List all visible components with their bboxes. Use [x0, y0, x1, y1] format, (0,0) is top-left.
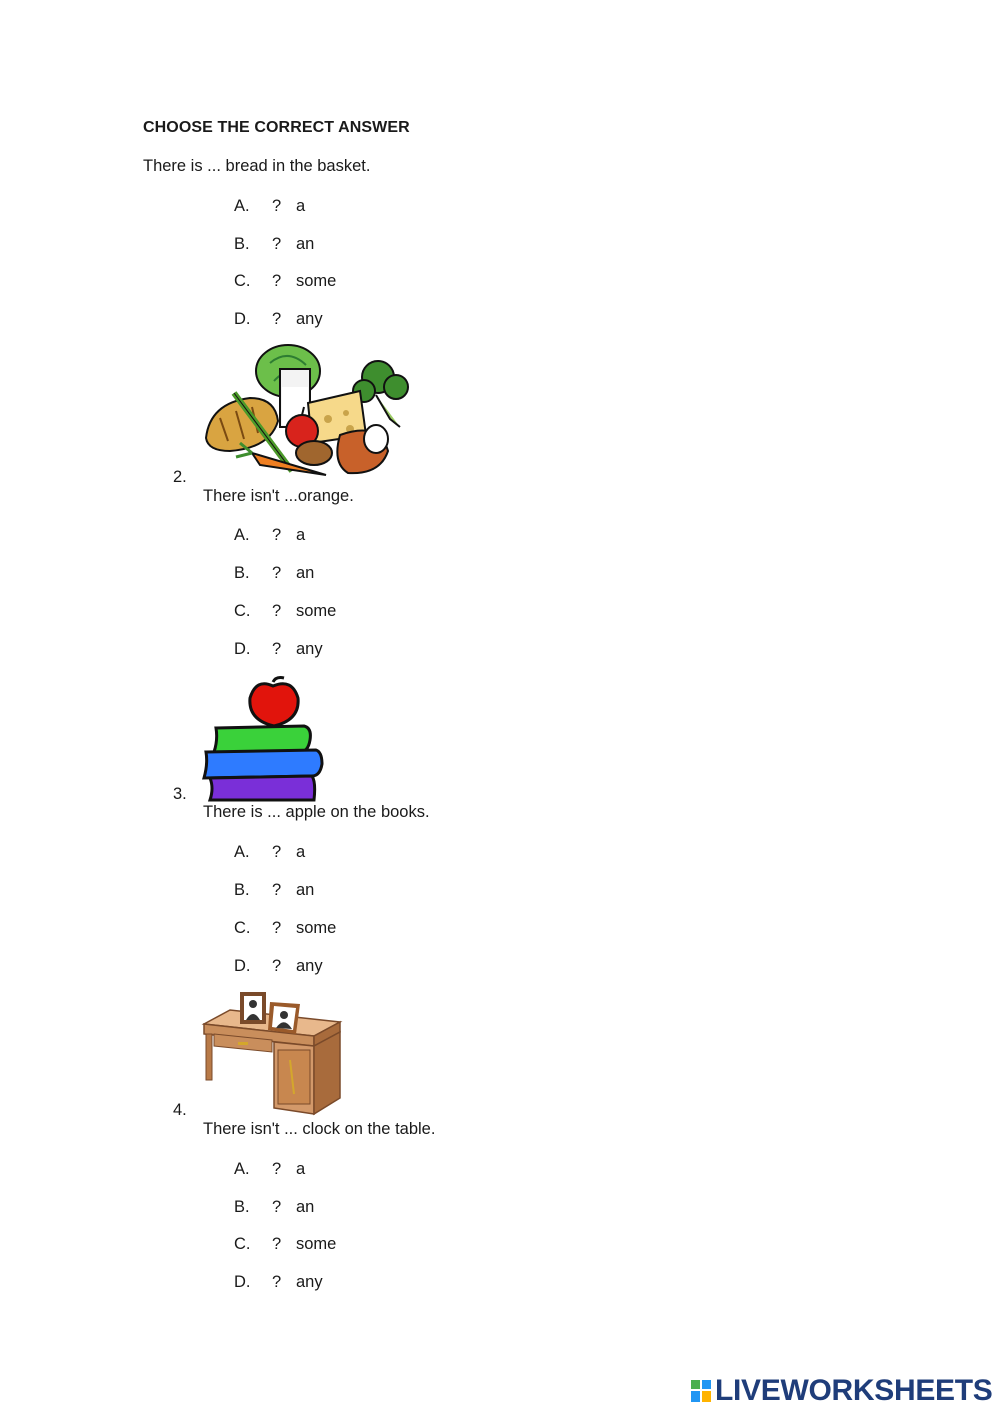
- option-d[interactable]: [234, 308, 374, 330]
- answer-checkbox[interactable]: ?: [272, 1198, 282, 1216]
- option-letter: A.: [234, 1160, 250, 1178]
- option-c[interactable]: [234, 917, 374, 939]
- option-word: any: [296, 1273, 323, 1291]
- answer-checkbox[interactable]: ?: [272, 1235, 282, 1253]
- option-d[interactable]: [234, 638, 374, 660]
- option-word: any: [296, 957, 323, 975]
- option-word: a: [296, 843, 306, 861]
- option-letter: A.: [234, 526, 250, 544]
- question-2-text: There isn't ...orange.: [203, 487, 354, 505]
- logo-text: LIVEWORKSHEETS: [715, 1374, 993, 1407]
- option-letter: B.: [234, 881, 250, 899]
- option-letter: C.: [234, 602, 251, 620]
- option-letter: A.: [234, 843, 250, 861]
- question-number: 3.: [173, 785, 187, 803]
- answer-checkbox[interactable]: ?: [272, 1160, 282, 1178]
- option-letter: D.: [234, 640, 251, 658]
- option-letter: D.: [234, 310, 251, 328]
- option-word: a: [296, 526, 306, 544]
- option-d[interactable]: [234, 955, 374, 977]
- answer-checkbox[interactable]: ?: [272, 881, 282, 899]
- answer-checkbox[interactable]: ?: [272, 310, 282, 328]
- question-3-text: There is ... apple on the books.: [203, 803, 430, 821]
- option-b[interactable]: [234, 233, 374, 255]
- option-letter: D.: [234, 1273, 251, 1291]
- option-b[interactable]: [234, 562, 374, 584]
- option-c[interactable]: [234, 1233, 374, 1255]
- question-number: 2.: [173, 468, 187, 486]
- option-letter: B.: [234, 564, 250, 582]
- answer-checkbox[interactable]: ?: [272, 602, 282, 620]
- question-number: 4.: [173, 1101, 187, 1119]
- answer-checkbox[interactable]: ?: [272, 1273, 282, 1291]
- worksheet-title: CHOOSE THE CORRECT ANSWER: [143, 119, 410, 136]
- option-letter: D.: [234, 957, 251, 975]
- option-a[interactable]: [234, 1158, 374, 1180]
- answer-checkbox[interactable]: ?: [272, 526, 282, 544]
- answer-checkbox[interactable]: ?: [272, 235, 282, 253]
- option-word: any: [296, 310, 323, 328]
- option-letter: C.: [234, 919, 251, 937]
- question-1-text: There is ... bread in the basket.: [143, 157, 371, 175]
- answer-checkbox[interactable]: ?: [272, 272, 282, 290]
- option-word: a: [296, 197, 306, 215]
- liveworksheets-logo[interactable]: [690, 1374, 993, 1408]
- apple-on-books-illustration: [200, 672, 326, 804]
- option-a[interactable]: [234, 524, 374, 546]
- option-c[interactable]: [234, 600, 374, 622]
- answer-checkbox[interactable]: ?: [272, 919, 282, 937]
- option-word: some: [296, 272, 337, 290]
- option-c[interactable]: [234, 270, 374, 292]
- option-word: some: [296, 602, 337, 620]
- option-letter: C.: [234, 1235, 251, 1253]
- option-d[interactable]: [234, 1271, 374, 1293]
- option-word: some: [296, 919, 337, 937]
- option-a[interactable]: [234, 841, 374, 863]
- option-b[interactable]: [234, 1196, 374, 1218]
- option-letter: B.: [234, 235, 250, 253]
- answer-checkbox[interactable]: ?: [272, 197, 282, 215]
- option-word: an: [296, 881, 315, 899]
- answer-checkbox[interactable]: ?: [272, 957, 282, 975]
- liveworksheets-logo-icon: [690, 1378, 712, 1404]
- option-letter: B.: [234, 1198, 250, 1216]
- desk-with-photos-illustration: [200, 990, 344, 1118]
- option-b[interactable]: [234, 879, 374, 901]
- option-word: an: [296, 235, 315, 253]
- question-4-text: There isn't ... clock on the table.: [203, 1120, 436, 1138]
- option-word: any: [296, 640, 323, 658]
- answer-checkbox[interactable]: ?: [272, 564, 282, 582]
- option-word: an: [296, 564, 315, 582]
- option-word: some: [296, 1235, 337, 1253]
- answer-checkbox[interactable]: ?: [272, 640, 282, 658]
- option-letter: C.: [234, 272, 251, 290]
- option-letter: A.: [234, 197, 250, 215]
- option-a[interactable]: [234, 195, 374, 217]
- option-word: a: [296, 1160, 306, 1178]
- answer-checkbox[interactable]: ?: [272, 843, 282, 861]
- option-word: an: [296, 1198, 315, 1216]
- food-group-illustration: [200, 343, 412, 483]
